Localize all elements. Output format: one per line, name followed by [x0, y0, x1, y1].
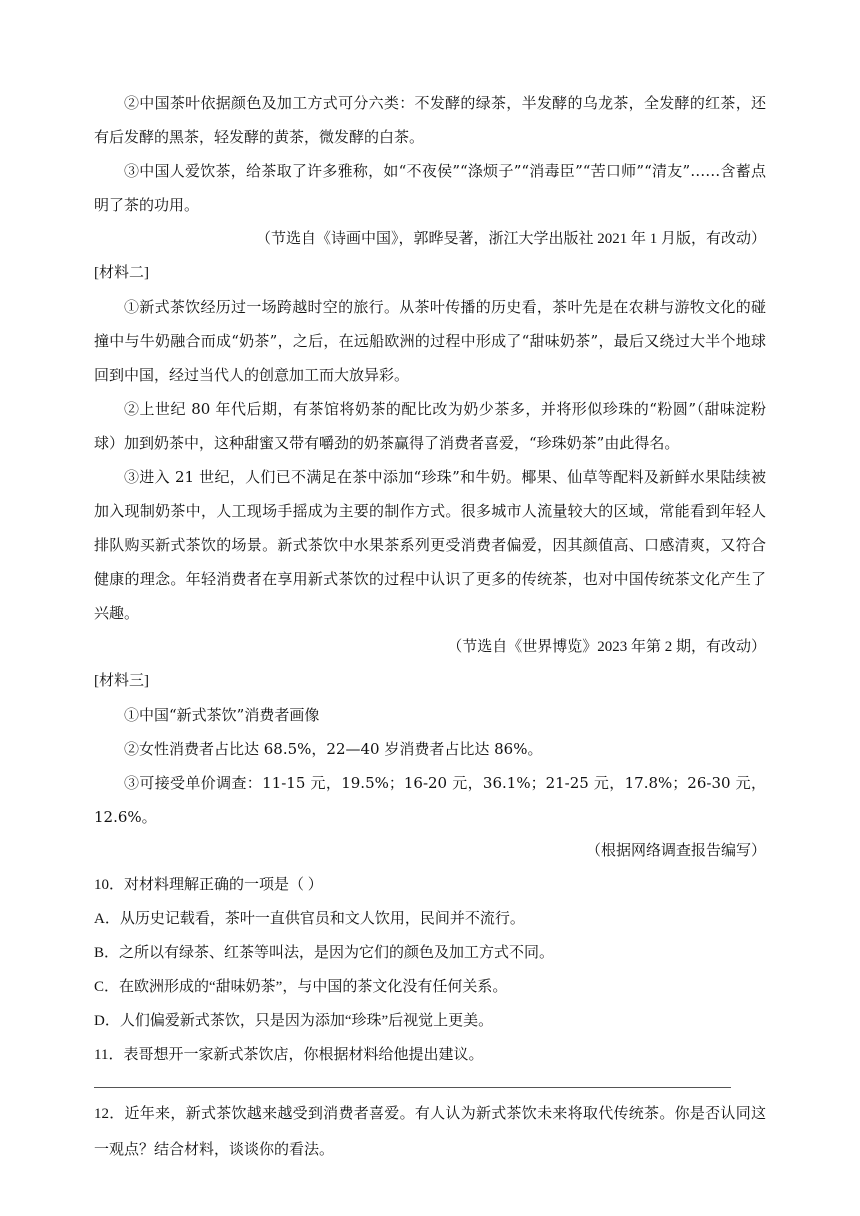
document-page	[94, 86, 766, 1168]
question-10-option-a[interactable]: A．从历史记载看，茶叶一直供官员和文人饮用，民间并不流行。	[94, 911, 525, 927]
material1-source: （节选自《诗画中国》，郭晔旻著，浙江大学出版社 2021 年 1 月版，有改动）	[255, 231, 766, 247]
material2-paragraph-1: ①新式茶饮经历过一场跨越时空的旅行。从茶叶传播的历史看，茶叶先是在农耕与游牧文化的碰撞中与牛奶融合而成“奶茶”，之后，在远船欧洲的过程中形成了“甜味奶茶”，最后又绕过大半个地球回到中国，经过当代人的创意加工而大放异彩。	[94, 298, 766, 384]
question-11-stem: 11．表哥想开一家新式茶饮店，你根据材料给他提出建议。	[94, 1047, 484, 1063]
material2-paragraph-2: ②上世纪 80 年代后期，有茶馆将奶茶的配比改为奶少茶多，并将形似珍珠的“粉圆”（甜味淀粉球）加到奶茶中，这种甜蜜又带有嚼劲的奶茶赢得了消费者喜爱，“珍珠奶茶”由此得名。	[94, 400, 766, 452]
material3-item-3: ③可接受单价调查：11-15 元，19.5%；16-20 元，36.1%；21-25 元，17.8%；26-30 元，12.6%。	[94, 774, 766, 826]
question-10-stem: 10．对材料理解正确的一项是（ ）	[94, 877, 323, 893]
material1-paragraph-3: ③中国人爱饮茶，给茶取了许多雅称，如“不夜侯”“涤烦子”“消毒臣”“苦口师”“清友”……含蓄点明了茶的功用。	[94, 162, 766, 214]
material3-item-1: ①中国“新式茶饮”消费者画像	[124, 706, 320, 724]
material2-source: （节选自《世界博览》2023 年第 2 期，有改动）	[447, 639, 766, 655]
question-12-stem: 12．近年来，新式茶饮越来越受到消费者喜爱。有人认为新式茶饮未来将取代传统茶。你是否认同这一观点？结合材料，谈谈你的看法。	[94, 1106, 766, 1158]
material3-source: （根据网络调查报告编写）	[585, 843, 766, 859]
material3-item-2: ②女性消费者占比达 68.5%，22—40 岁消费者占比达 86%。	[124, 740, 543, 758]
answer-line[interactable]	[94, 1087, 731, 1088]
question-10-option-d[interactable]: D．人们偏爱新式茶饮，只是因为添加“珍珠”后视觉上更美。	[94, 1013, 494, 1029]
question-10-option-b[interactable]: B．之所以有绿茶、红茶等叫法，是因为它们的颜色及加工方式不同。	[94, 945, 555, 961]
material2-label: [材料二]	[94, 265, 149, 281]
question-10-option-c[interactable]: C．在欧洲形成的“甜味奶茶”，与中国的茶文化没有任何关系。	[94, 979, 508, 995]
material1-paragraph-2: ②中国茶叶依据颜色及加工方式可分六类：不发酵的绿茶，半发酵的乌龙茶，全发酵的红茶，还有后发酵的黑茶，轻发酵的黄茶，微发酵的白茶。	[94, 94, 766, 146]
material2-paragraph-3: ③进入 21 世纪，人们已不满足在茶中添加“珍珠”和牛奶。椰果、仙草等配料及新鲜水果陆续被加入现制奶茶中，人工现场手摇成为主要的制作方式。很多城市人流量较大的区域，常能看到年轻人排队购买新式茶饮的场景。新式茶饮中水果茶系列更受消费者偏爱，因其颜值高、口感清爽，又符合健康的理念。年轻消费者在享用新式茶饮的过程中认识了更多的传统茶，也对中国传统茶文化产生了兴趣。	[94, 468, 766, 622]
material3-label: [材料三]	[94, 673, 149, 689]
